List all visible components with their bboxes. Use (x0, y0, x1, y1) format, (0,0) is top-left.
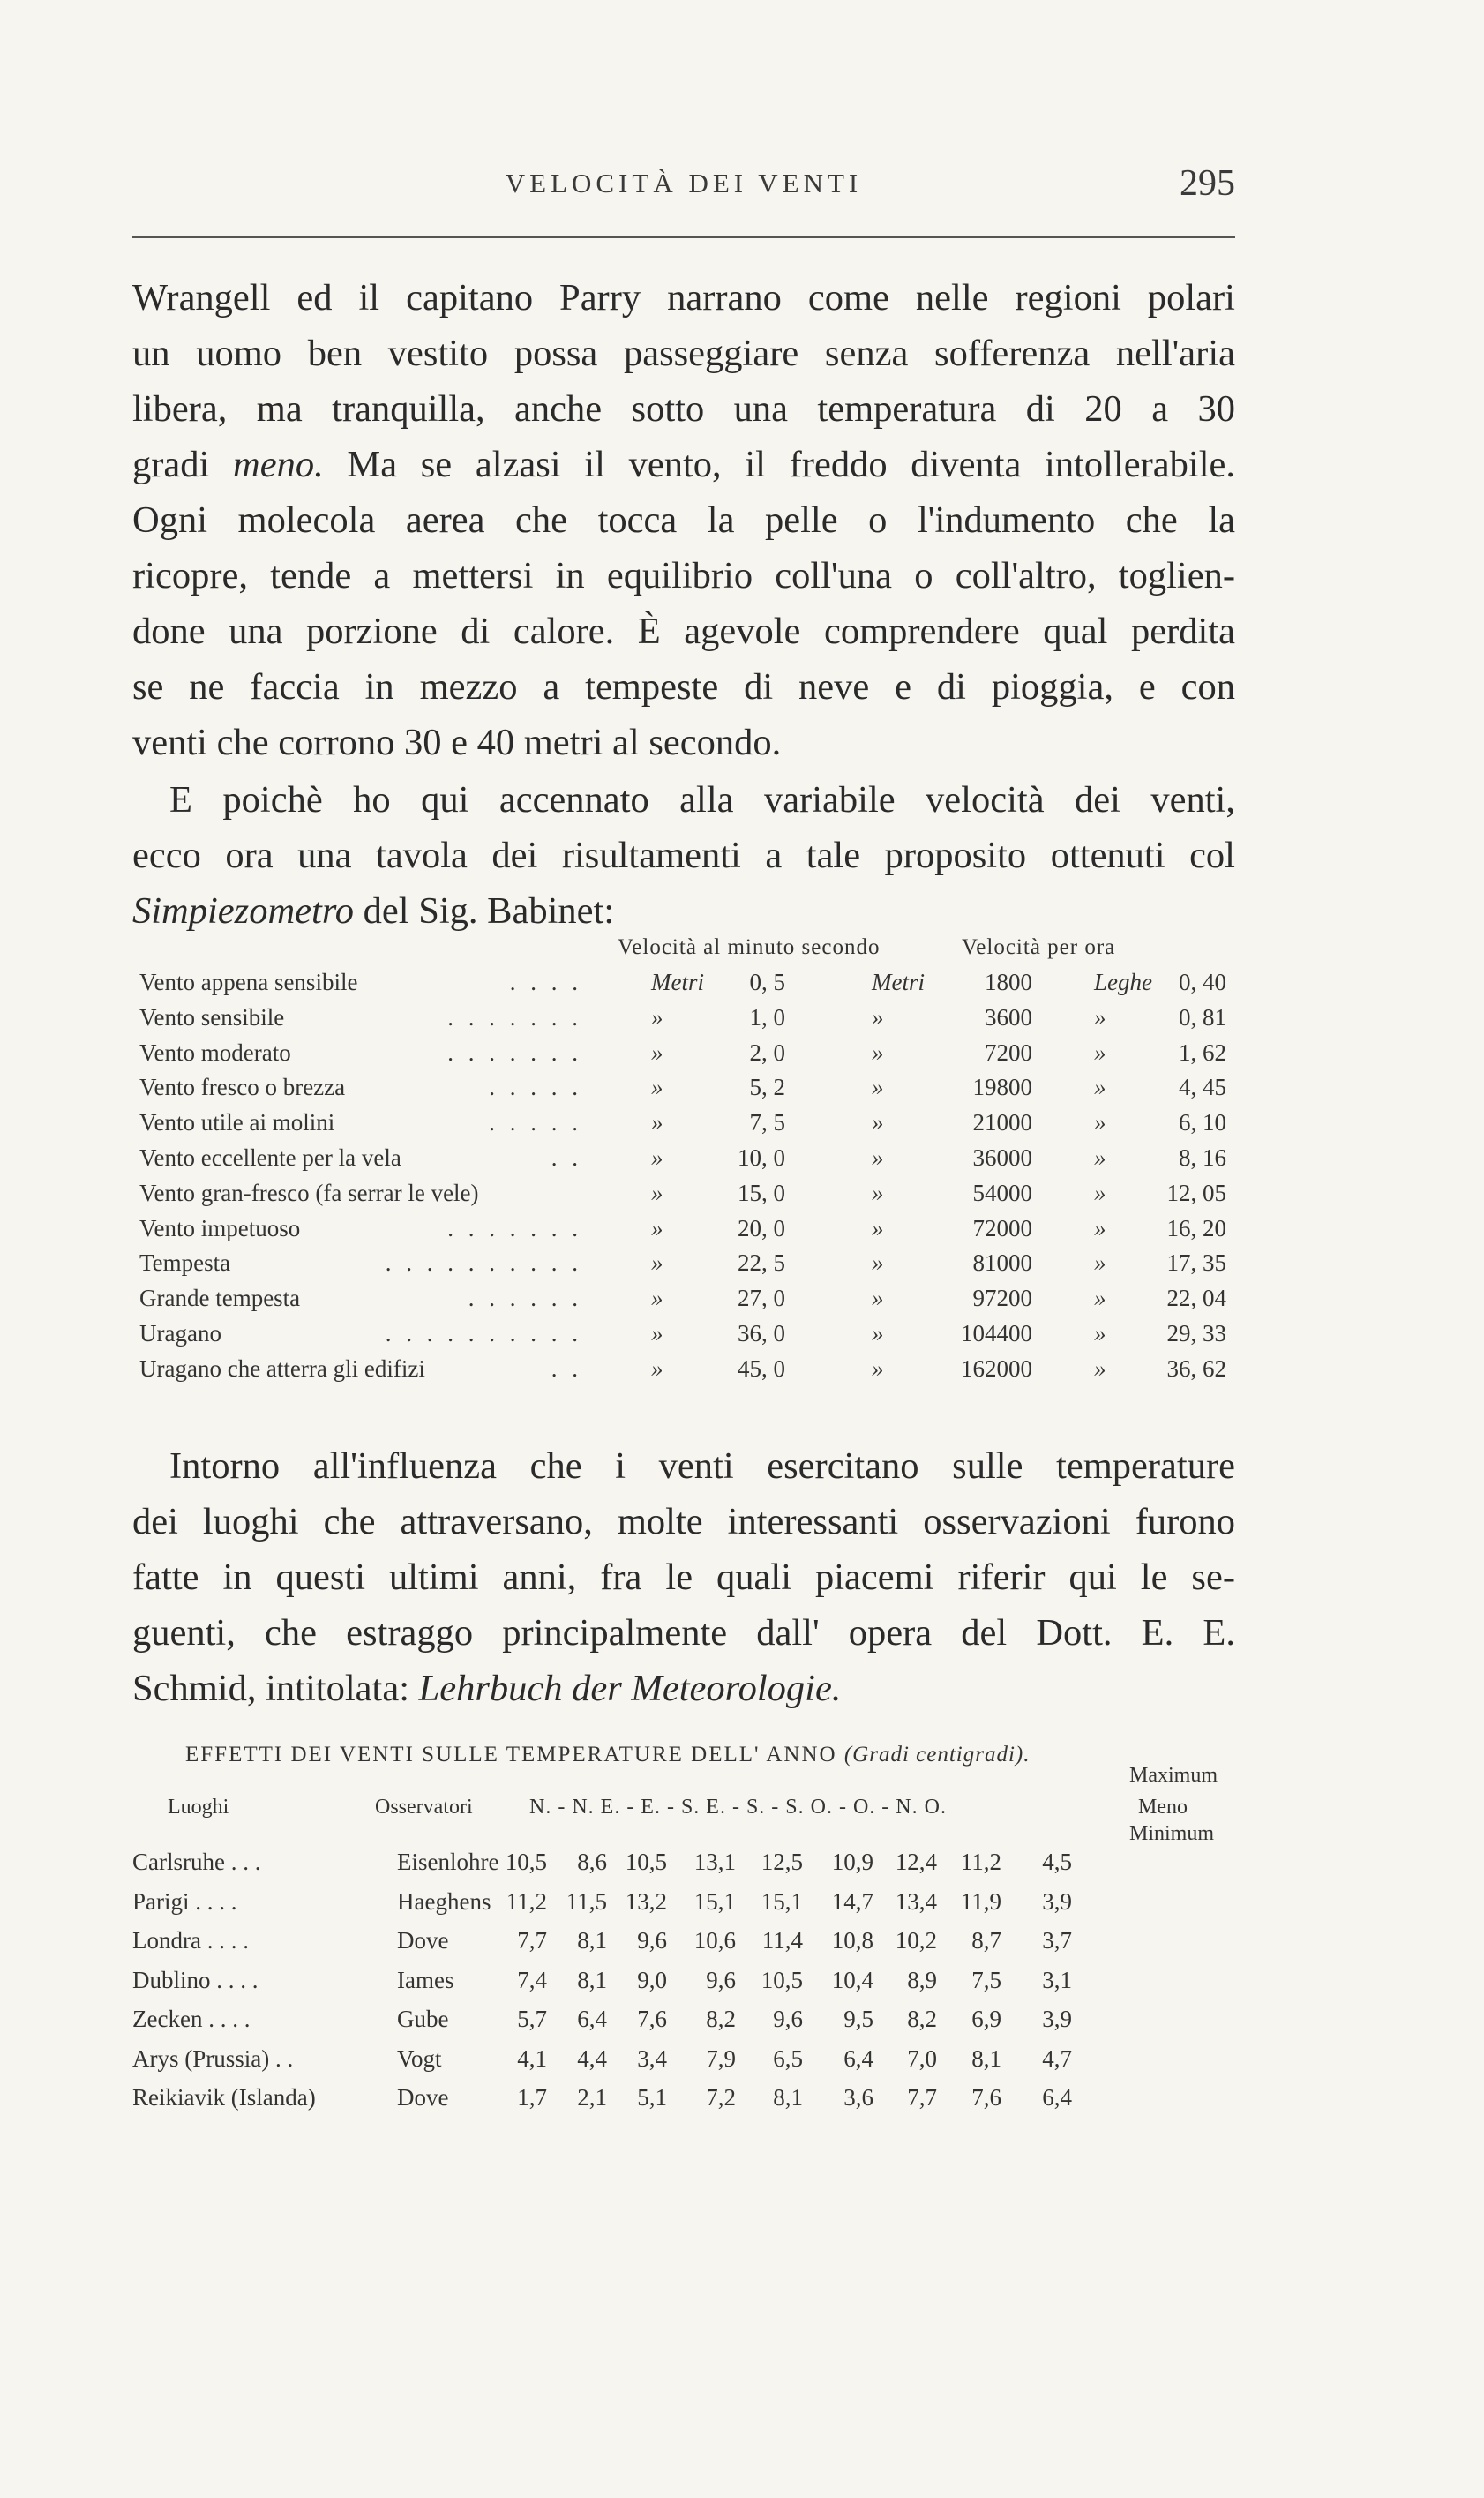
value-metri-hour: 19800 (972, 1074, 1032, 1101)
temperature-value: 10,4 (831, 1966, 873, 1993)
temperature-value: 9,6 (637, 1927, 667, 1954)
temperature-value: 7,7 (517, 1927, 547, 1954)
temperature-value: 10,6 (693, 1927, 736, 1954)
value-metri-second: 15, 0 (738, 1179, 785, 1206)
temperature-value: 14,7 (831, 1887, 873, 1915)
temperature-value: 3,7 (1042, 1927, 1072, 1954)
leader-dots: . . . . . . . (447, 1214, 582, 1241)
value-leghe-hour: 1, 62 (1179, 1039, 1226, 1066)
value-metri-second: 2, 0 (749, 1039, 785, 1066)
wind-table-row (132, 1320, 1235, 1355)
unit-leghe-hour: Leghe (1094, 969, 1152, 995)
value-metri-second: 27, 0 (738, 1285, 785, 1312)
paragraph-babinet (132, 772, 1235, 939)
wind-label: Uragano (139, 1319, 221, 1347)
unit-metri-second: » (651, 1285, 663, 1312)
temperature-value: 5,1 (637, 2084, 667, 2111)
value-metri-second: 10, 0 (738, 1144, 785, 1171)
unit-leghe-hour: » (1094, 1074, 1106, 1101)
temperature-value: 12,4 (895, 1849, 937, 1875)
temperature-value: 9,6 (706, 1966, 736, 1993)
text-line: dei luoghi che attraversano, molte interessanti osservazioni furono (132, 1501, 1235, 1542)
value-metri-second: 36, 0 (738, 1319, 785, 1347)
temperature-value: 15,1 (761, 1887, 803, 1915)
unit-metri-second: » (651, 1003, 663, 1031)
observer-name: Haeghens (397, 1887, 491, 1915)
temperature-value: 13,2 (625, 1887, 667, 1915)
value-metri-hour: 36000 (972, 1144, 1032, 1171)
text-line (132, 883, 1235, 939)
value-metri-second: 20, 0 (738, 1214, 785, 1241)
unit-leghe-hour: » (1094, 1285, 1106, 1312)
text-line: done una porzione di calore. È agevole comprendere qual perdita (132, 611, 1235, 652)
unit-leghe-hour: » (1094, 1039, 1106, 1066)
text-run: Ma se alzasi il vento, il freddo diventa intollerabile. (347, 444, 1236, 485)
temperature-value: 8,2 (706, 2006, 736, 2032)
temp-table-title (132, 1743, 1235, 1787)
value-leghe-hour: 22, 04 (1166, 1285, 1226, 1312)
running-title: VELOCITÀ DEI VENTI (505, 168, 863, 199)
value-leghe-hour: 6, 10 (1179, 1109, 1226, 1136)
value-metri-hour: 1800 (985, 969, 1032, 995)
value-metri-second: 45, 0 (738, 1354, 785, 1382)
italic-title: Lehrbuch der Meteorologie. (418, 1668, 842, 1709)
leader-dots: . . . . . . . (447, 1039, 582, 1066)
leader-dots: . . . . . (489, 1109, 582, 1136)
temperature-value: 15,1 (693, 1887, 736, 1915)
temperature-value: 10,5 (761, 1966, 803, 1993)
temperature-value: 7,7 (907, 2084, 937, 2111)
wind-label: Vento sensibile (139, 1003, 285, 1031)
wind-table-row (132, 1249, 1235, 1285)
temperature-value: 6,4 (1042, 2084, 1072, 2111)
value-leghe-hour: 12, 05 (1166, 1179, 1226, 1206)
wind-label: Vento fresco o brezza (139, 1074, 346, 1101)
text-line: E poichè ho qui accennato alla variabile velocità dei venti, (169, 779, 1235, 821)
wind-label: Grande tempesta (139, 1285, 301, 1312)
temperature-value: 10,5 (505, 1849, 547, 1875)
wind-label: Vento impetuoso (139, 1214, 301, 1241)
wind-label: Vento appena sensibile (139, 969, 358, 995)
unit-metri-hour: » (872, 1179, 884, 1206)
header-velocity-per-hour: Velocità per ora (962, 935, 1116, 959)
unit-metri-second: » (651, 1249, 663, 1277)
header-places: Luoghi (168, 1796, 229, 1819)
temperature-value: 9,5 (843, 2006, 873, 2032)
value-leghe-hour: 36, 62 (1166, 1354, 1226, 1382)
wind-label: Vento eccellente per la vela (139, 1144, 401, 1171)
value-metri-hour: 162000 (961, 1354, 1032, 1382)
temperature-value: 3,9 (1042, 2006, 1072, 2032)
wind-label: Uragano che atterra gli edifizi (139, 1354, 425, 1382)
text-run: Schmid, intitolata: (132, 1668, 409, 1709)
value-metri-second: 0, 5 (749, 969, 785, 995)
page-header (132, 163, 1235, 229)
unit-leghe-hour: » (1094, 1003, 1106, 1031)
temperature-value: 5,7 (517, 2006, 547, 2032)
temperature-value: 7,0 (907, 2044, 937, 2072)
temperature-value: 2,1 (577, 2084, 607, 2111)
text-line: ecco ora una tavola dei risultamenti a tale proposito ottenuti col (132, 835, 1235, 876)
temperature-value: 8,2 (907, 2006, 937, 2032)
temperature-value: 10,8 (831, 1927, 873, 1954)
paragraph-influence (132, 1438, 1235, 1716)
value-metri-hour: 7200 (985, 1039, 1032, 1066)
observer-name: Iames (397, 1966, 454, 1993)
unit-metri-hour: » (872, 1003, 884, 1031)
observer-name: Gube (397, 2006, 449, 2032)
temp-table-row (132, 1849, 1235, 1888)
text-line (132, 1661, 1235, 1716)
header-velocity-per-second: Velocità al minuto secondo (618, 935, 881, 959)
temperature-value: 4,7 (1042, 2044, 1072, 2072)
unit-metri-second: » (651, 1214, 663, 1241)
value-leghe-hour: 0, 81 (1179, 1003, 1226, 1031)
temperature-value: 7,2 (706, 2084, 736, 2111)
temperature-value: 10,5 (625, 1849, 667, 1875)
temperature-value: 6,4 (577, 2006, 607, 2032)
value-metri-hour: 104400 (961, 1319, 1032, 1347)
unit-leghe-hour: » (1094, 1179, 1106, 1206)
value-leghe-hour: 0, 40 (1179, 969, 1226, 995)
text-run: del Sig. Babinet: (363, 890, 615, 932)
temperature-value: 1,7 (517, 2084, 547, 2111)
place-name: Londra . . . . (132, 1927, 249, 1954)
leader-dots: . . . . . . . . . . (385, 1249, 582, 1277)
temperature-value: 8,1 (577, 1927, 607, 1954)
value-metri-hour: 21000 (972, 1109, 1032, 1136)
wind-table-row (132, 1285, 1235, 1320)
value-metri-hour: 72000 (972, 1214, 1032, 1241)
wind-table-row (132, 969, 1235, 1004)
unit-metri-hour: » (872, 1285, 884, 1312)
header-meno: Meno (1138, 1796, 1188, 1819)
wind-label: Vento utile ai molini (139, 1109, 335, 1136)
temp-title-unit: (Gradi centigradi). (843, 1743, 1031, 1767)
wind-table-row (132, 1039, 1235, 1075)
temperature-value: 8,9 (907, 1966, 937, 1993)
unit-metri-second: » (651, 1039, 663, 1066)
temperature-value: 11,2 (960, 1849, 1001, 1875)
temperature-value: 11,9 (960, 1887, 1001, 1915)
unit-metri-hour: » (872, 1144, 884, 1171)
observer-name: Dove (397, 1927, 449, 1954)
wind-table-row (132, 1180, 1235, 1215)
leader-dots: . . . . . . . . . . (385, 1319, 582, 1347)
unit-metri-second: » (651, 1179, 663, 1206)
place-name: Reikiavik (Islanda) (132, 2084, 316, 2111)
wind-velocity-table (132, 935, 1235, 1391)
temperature-value: 13,1 (693, 1849, 736, 1875)
temperature-value: 8,7 (971, 1927, 1001, 1954)
temp-title-text: EFFETTI DEI VENTI SULLE TEMPERATURE DELL' ANNO (185, 1743, 837, 1767)
unit-metri-hour: » (872, 1249, 884, 1277)
leader-dots: . . (551, 1354, 582, 1382)
temperature-value: 3,4 (637, 2044, 667, 2072)
header-minimum: Minimum (1129, 1822, 1215, 1845)
wind-label: Vento moderato (139, 1039, 291, 1066)
value-metri-hour: 97200 (972, 1285, 1032, 1312)
value-metri-second: 7, 5 (749, 1109, 785, 1136)
unit-metri-second: » (651, 1074, 663, 1101)
unit-metri-hour: » (872, 1354, 884, 1382)
observer-name: Vogt (397, 2044, 442, 2072)
temperature-value: 6,9 (971, 2006, 1001, 2032)
temperature-value: 8,1 (577, 1966, 607, 1993)
unit-metri-second: Metri (651, 969, 704, 995)
italic-word: Simpiezometro (132, 890, 355, 932)
temperature-value: 12,5 (761, 1849, 803, 1875)
text-line: se ne faccia in mezzo a tempeste di neve e di pioggia, e con (132, 666, 1235, 708)
temp-table-header (132, 1764, 1235, 1849)
temperature-value: 10,9 (831, 1849, 873, 1875)
temperature-value: 7,6 (971, 2084, 1001, 2111)
unit-metri-second: » (651, 1109, 663, 1136)
value-metri-hour: 81000 (972, 1249, 1032, 1277)
temperature-value: 11,5 (566, 1887, 607, 1915)
value-metri-hour: 3600 (985, 1003, 1032, 1031)
temperature-value: 7,6 (637, 2006, 667, 2032)
unit-metri-hour: » (872, 1074, 884, 1101)
temp-table-row (132, 2045, 1235, 2085)
value-metri-second: 22, 5 (738, 1249, 785, 1277)
place-name: Zecken . . . . (132, 2006, 251, 2032)
temperature-value: 4,1 (517, 2044, 547, 2072)
leader-dots: . . . . . . . (447, 1003, 582, 1031)
temperature-value: 11,2 (506, 1887, 547, 1915)
text-line: un uomo ben vestito possa passeggiare senza sofferenza nell'aria (132, 333, 1235, 374)
text-line: Wrangell ed il capitano Parry narrano come nelle regioni polari (132, 277, 1235, 319)
temp-table-row (132, 2084, 1235, 2124)
temperature-value: 7,9 (706, 2044, 736, 2072)
value-leghe-hour: 17, 35 (1166, 1249, 1226, 1277)
temperature-value: 8,6 (577, 1849, 607, 1875)
unit-metri-hour: » (872, 1319, 884, 1347)
wind-table-row (132, 1109, 1235, 1144)
unit-metri-hour: » (872, 1039, 884, 1066)
place-name: Carlsruhe . . . (132, 1849, 261, 1875)
temperature-value: 10,2 (895, 1927, 937, 1954)
value-leghe-hour: 29, 33 (1166, 1319, 1226, 1347)
temperature-value: 13,4 (895, 1887, 937, 1915)
text-run: gradi (132, 444, 210, 485)
text-line: Ogni molecola aerea che tocca la pelle o l'indumento che la (132, 499, 1235, 541)
wind-table-row (132, 1074, 1235, 1109)
observer-name: Dove (397, 2084, 449, 2111)
leader-dots: . . (551, 1144, 582, 1171)
text-line: fatte in questi ultimi anni, fra le quali piacemi riferir qui le se- (132, 1557, 1235, 1598)
wind-label: Tempesta (139, 1249, 231, 1277)
wind-temperature-table (132, 1743, 1235, 2124)
header-observers: Osservatori (375, 1796, 473, 1819)
temperature-value: 6,4 (843, 2044, 873, 2072)
place-name: Arys (Prussia) . . (132, 2044, 294, 2072)
unit-metri-hour: » (872, 1109, 884, 1136)
unit-metri-hour: Metri (872, 969, 925, 995)
value-leghe-hour: 4, 45 (1179, 1074, 1226, 1101)
leader-dots: . . . . (509, 969, 582, 995)
header-maximum: Maximum (1129, 1764, 1218, 1787)
wind-table-header (132, 935, 1235, 969)
leader-dots: . . . . . . (468, 1285, 582, 1312)
temperature-value: 9,0 (637, 1966, 667, 1993)
temperature-value: 8,1 (773, 2084, 803, 2111)
temperature-value: 4,4 (577, 2044, 607, 2072)
unit-leghe-hour: » (1094, 1214, 1106, 1241)
temperature-value: 6,5 (773, 2044, 803, 2072)
unit-leghe-hour: » (1094, 1354, 1106, 1382)
value-metri-second: 1, 0 (749, 1003, 785, 1031)
page-number: 295 (1180, 163, 1235, 204)
unit-leghe-hour: » (1094, 1144, 1106, 1171)
place-name: Dublino . . . . (132, 1966, 259, 1993)
leader-dots: . . . . . (489, 1074, 582, 1101)
paragraph-wrangell (132, 270, 1235, 770)
text-line: Intorno all'influenza che i venti esercitano sulle temperature (169, 1445, 1235, 1487)
temp-table-row (132, 2006, 1235, 2045)
text-line: guenti, che estraggo principalmente dall' opera del Dott. E. E. (132, 1612, 1235, 1654)
temp-table-row (132, 1927, 1235, 1967)
wind-table-row (132, 1215, 1235, 1250)
temperature-value: 3,1 (1042, 1966, 1072, 1993)
temperature-value: 4,5 (1042, 1849, 1072, 1875)
header-rule (132, 236, 1235, 238)
value-metri-second: 5, 2 (749, 1074, 785, 1101)
temperature-value: 3,9 (1042, 1887, 1072, 1915)
text-line: libera, ma tranquilla, anche sotto una temperatura di 20 a 30 (132, 388, 1235, 430)
wind-table-row (132, 1004, 1235, 1039)
temperature-value: 11,4 (761, 1927, 803, 1954)
unit-metri-hour: » (872, 1214, 884, 1241)
header-directions: N. - N. E. - E. - S. E. - S. - S. O. - O. - N. O. (529, 1796, 947, 1819)
unit-leghe-hour: » (1094, 1249, 1106, 1277)
value-leghe-hour: 8, 16 (1179, 1144, 1226, 1171)
temp-table-row (132, 1888, 1235, 1928)
unit-leghe-hour: » (1094, 1109, 1106, 1136)
text-line: venti che corrono 30 e 40 metri al secondo. (132, 722, 782, 763)
temperature-value: 7,4 (517, 1966, 547, 1993)
wind-table-row (132, 1355, 1235, 1391)
text-line: ricopre, tende a mettersi in equilibrio coll'una o coll'altro, toglien- (132, 555, 1235, 596)
unit-leghe-hour: » (1094, 1319, 1106, 1347)
temp-table-row (132, 1967, 1235, 2007)
wind-label: Vento gran-fresco (fa serrar le vele) (139, 1179, 479, 1206)
value-metri-hour: 54000 (972, 1179, 1032, 1206)
italic-word: meno. (233, 444, 324, 485)
unit-metri-second: » (651, 1354, 663, 1382)
place-name: Parigi . . . . (132, 1887, 237, 1915)
unit-metri-second: » (651, 1144, 663, 1171)
text-line (132, 437, 1235, 492)
temperature-value: 9,6 (773, 2006, 803, 2032)
temperature-value: 7,5 (971, 1966, 1001, 1993)
temperature-value: 8,1 (971, 2044, 1001, 2072)
unit-metri-second: » (651, 1319, 663, 1347)
observer-name: Eisenlohre (397, 1849, 499, 1875)
wind-table-row (132, 1144, 1235, 1180)
value-leghe-hour: 16, 20 (1166, 1214, 1226, 1241)
temperature-value: 3,6 (843, 2084, 873, 2111)
